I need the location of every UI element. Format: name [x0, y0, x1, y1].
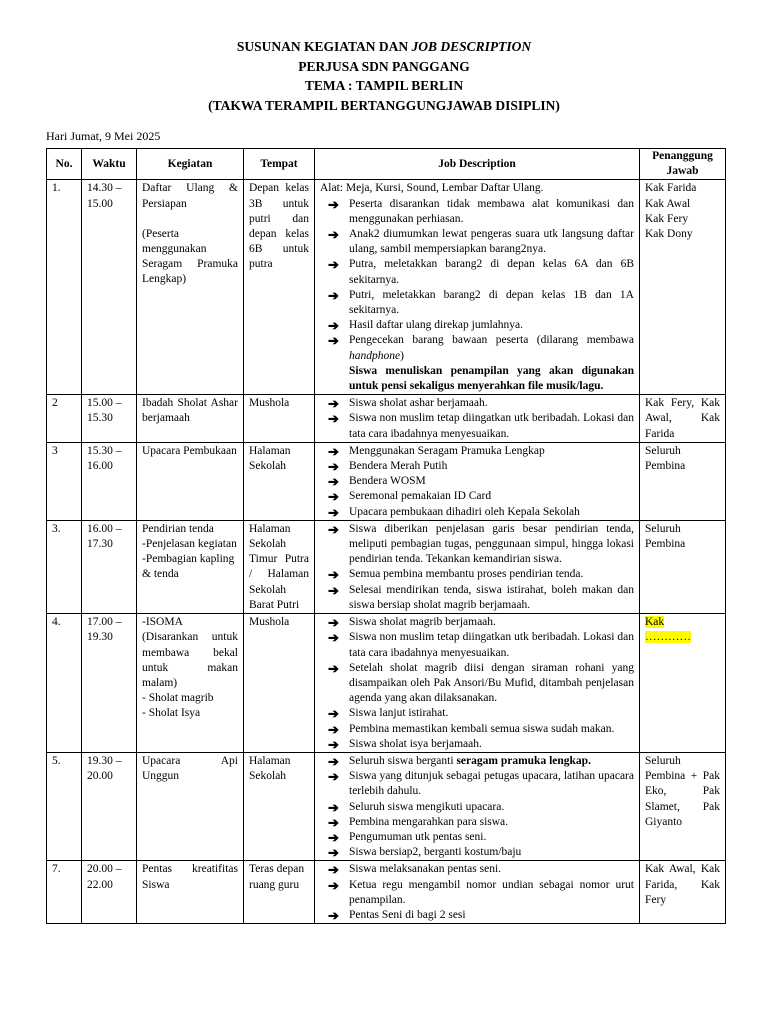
list-item: ➔ Pengumuman utk pentas seni. [328, 829, 487, 845]
cell-pj: Kak Fery, Kak Awal, Kak Farida [640, 395, 726, 443]
cell-job-description [315, 180, 640, 395]
list-item: ➔ Pembina memastikan kembali semua siswa sudah makan. [328, 721, 615, 737]
event-date: Hari Jumat, 9 Mei 2025 [46, 129, 161, 143]
title-line-1: SUSUNAN KEGIATAN DAN JOB DESCRIPTION [236, 39, 532, 54]
arrow-right-icon: ➔ [328, 721, 339, 737]
cell-tempat: Halaman Sekolah Timur Putra / Halaman Sekolah Barat Putri [244, 520, 315, 613]
table-header-row [47, 149, 726, 180]
list-item: ➔ Siswa non muslim tetap diingatkan utk beribadah. Lokasi dan tata cara ibadahnya menyesuaikan. [328, 411, 634, 440]
arrow-right-icon: ➔ [328, 521, 339, 537]
arrow-right-icon: ➔ [328, 769, 339, 785]
cell-pj: Seluruh Pembina [640, 442, 726, 520]
col-header-pj: Penanggung Jawab [640, 149, 726, 180]
arrow-right-icon: ➔ [328, 443, 339, 459]
arrow-right-icon: ➔ [328, 504, 339, 520]
title-line-3: TEMA : TAMPIL BERLIN [304, 78, 464, 93]
list-item: ➔ Siswa lanjut istirahat. [328, 706, 449, 722]
table-row [47, 442, 726, 520]
table-row [47, 614, 726, 753]
list-item: ➔ Siswa diberikan penjelasan garis besar pendirian tenda, meliputi pembagian tugas, penggunaan simpul, hingga lokasi pendirian tenda. Tekankan kemandirian siswa. [328, 521, 634, 566]
cell-waktu: 20.00 – 22.00 [82, 861, 137, 924]
arrow-right-icon: ➔ [328, 489, 339, 505]
cell-kegiatan: Ibadah Sholat Ashar berjamaah [137, 395, 244, 443]
cell-no: 3. [47, 520, 82, 613]
arrow-right-icon: ➔ [328, 630, 339, 646]
cell-job-description [315, 520, 640, 613]
arrow-right-icon: ➔ [328, 615, 339, 631]
list-item: ➔ Siswa yang ditunjuk sebagai petugas upacara, latihan upacara terlebih dahulu. [328, 769, 634, 798]
table-row [47, 752, 726, 860]
cell-job-description [315, 752, 640, 860]
col-header-kegiatan: Kegiatan [137, 149, 244, 180]
cell-waktu: 16.00 – 17.30 [82, 520, 137, 613]
col-header-waktu: Waktu [82, 149, 137, 180]
cell-kegiatan: Pendirian tenda -Penjelasan kegiatan -Pembagian kapling & tenda [137, 520, 244, 613]
list-item: ➔ Setelah sholat magrib diisi dengan siraman rohani yang disampaikan oleh Pak Ansori/Bu Mufid, ditambah penjelasan agenda yang akan dilaksanakan. [328, 660, 634, 705]
col-header-tempat: Tempat [244, 149, 315, 180]
cell-pj: Seluruh Pembina [640, 520, 726, 613]
list-item: ➔ Siswa sholat isya berjamaah. [328, 736, 482, 752]
table-row [47, 180, 726, 395]
cell-job-description [315, 614, 640, 753]
cell-kegiatan: Upacara Pembukaan [137, 442, 244, 520]
list-item: ➔ Siswa melaksanakan pentas seni. [328, 862, 502, 878]
list-item: ➔ Siswa sholat magrib berjamaah. [328, 615, 496, 631]
equipment-note: Alat: Meja, Kursi, Sound, Lembar Daftar Ulang. [320, 182, 544, 195]
arrow-right-icon: ➔ [328, 736, 339, 752]
list-item: ➔ Putra, meletakkan barang2 di depan kelas 6A dan 6B sekitarnya. [328, 257, 634, 286]
arrow-right-icon: ➔ [328, 829, 339, 845]
col-header-job: Job Description [315, 149, 640, 180]
arrow-right-icon: ➔ [328, 862, 339, 878]
arrow-right-icon: ➔ [328, 411, 339, 427]
arrow-right-icon: ➔ [328, 567, 339, 583]
list-item: ➔ Pengecekan barang bawaan peserta (dilarang membawa handphone) [328, 333, 634, 362]
arrow-right-icon: ➔ [328, 582, 339, 598]
cell-pj: Kak Farida Kak Awal Kak Fery Kak Dony [640, 180, 726, 395]
list-item: ➔ Siswa sholat ashar berjamaah. [328, 396, 488, 412]
list-item: ➔ Menggunakan Seragam Pramuka Lengkap [328, 443, 545, 459]
arrow-right-icon: ➔ [328, 753, 339, 769]
cell-tempat: Depan kelas 3B untuk putri dan depan kelas 6B untuk putra [244, 180, 315, 395]
list-item: ➔ Upacara pembukaan dihadiri oleh Kepala Sekolah [328, 504, 580, 520]
cell-waktu: 15.30 – 16.00 [82, 442, 137, 520]
cell-tempat: Halaman Sekolah [244, 442, 315, 520]
list-item: ➔ Pembina mengarahkan para siswa. [328, 814, 509, 830]
list-item: ➔ Pentas Seni di bagi 2 sesi [328, 907, 466, 923]
arrow-right-icon: ➔ [328, 877, 339, 893]
cell-pj [640, 614, 726, 753]
cell-kegiatan: Pentas kreatifitas Siswa [137, 861, 244, 924]
cell-kegiatan: -ISOMA (Disarankan untuk membawa bekal untuk makan malam) - Sholat magrib - Sholat Isya [137, 614, 244, 753]
list-item: ➔ Anak2 diumumkan lewat pengeras suara utk langsung daftar ulang, sambil mempersiapkan barang2nya. [328, 227, 634, 256]
col-header-no: No. [47, 149, 82, 180]
cell-waktu: 14.30 – 15.00 [82, 180, 137, 395]
cell-waktu: 15.00 – 15.30 [82, 395, 137, 443]
arrow-right-icon: ➔ [328, 459, 339, 475]
arrow-right-icon: ➔ [328, 706, 339, 722]
cell-tempat: Mushola [244, 395, 315, 443]
cell-no: 2 [47, 395, 82, 443]
cell-no: 3 [47, 442, 82, 520]
arrow-right-icon: ➔ [328, 660, 339, 676]
schedule-table [46, 148, 726, 924]
cell-waktu: 19.30 – 20.00 [82, 752, 137, 860]
arrow-right-icon: ➔ [328, 318, 339, 334]
arrow-right-icon: ➔ [328, 196, 339, 212]
cell-no: 4. [47, 614, 82, 753]
arrow-right-icon: ➔ [328, 845, 339, 861]
title-line-2: PERJUSA SDN PANGGANG [298, 58, 470, 74]
list-item: ➔ Bendera Merah Putih [328, 459, 448, 475]
list-item: ➔ Semua pembina membantu proses pendirian tenda. [328, 567, 584, 583]
table-row [47, 861, 726, 924]
list-item: ➔ Seluruh siswa mengikuti upacara. [328, 799, 505, 815]
title-line-4: (TAKWA TERAMPIL BERTANGGUNGJAWAB DISIPLIN) [208, 97, 560, 113]
cell-tempat: Teras depan ruang guru [244, 861, 315, 924]
cell-no: 7. [47, 861, 82, 924]
cell-no: 1. [47, 180, 82, 395]
arrow-right-icon: ➔ [328, 227, 339, 243]
list-item: ➔ Seluruh siswa berganti seragam pramuka lengkap. [328, 753, 591, 769]
arrow-right-icon: ➔ [328, 907, 339, 923]
cell-kegiatan: Daftar Ulang & Persiapan (Peserta menggunakan Seragam Pramuka Lengkap) [137, 180, 244, 395]
cell-no: 5. [47, 752, 82, 860]
document-header [0, 37, 768, 115]
cell-tempat: Halaman Sekolah [244, 752, 315, 860]
highlighted-pj: Kak [645, 616, 665, 629]
list-item: ➔ Peserta disarankan tidak membawa alat komunikasi dan menggunakan perhiasan. [328, 196, 634, 225]
bold-note: Siswa menuliskan penampilan yang akan digunakan untuk pensi sekaligus menyerahkan file musik/lagu. [349, 364, 634, 393]
cell-job-description [315, 861, 640, 924]
cell-pj: Seluruh Pembina + Pak Eko, Pak Slamet, Pak Giyanto [640, 752, 726, 860]
arrow-right-icon: ➔ [328, 799, 339, 815]
cell-kegiatan: Upacara Api Unggun [137, 752, 244, 860]
list-item: ➔ Putri, meletakkan barang2 di depan kelas 1B dan 1A sekitarnya. [328, 287, 634, 317]
list-item: ➔ Bendera WOSM [328, 474, 426, 490]
table-row [47, 395, 726, 443]
cell-job-description [315, 442, 640, 520]
arrow-right-icon: ➔ [328, 396, 339, 412]
list-item: ➔ Siswa non muslim tetap diingatkan utk beribadah. Lokasi dan tata cara ibadahnya menyesuaikan. [328, 630, 634, 659]
arrow-right-icon: ➔ [328, 257, 339, 273]
list-item: ➔ Selesai mendirikan tenda, siswa istirahat, boleh makan dan siswa bersiap sholat magrib berjamaah. [328, 582, 634, 611]
arrow-right-icon: ➔ [328, 474, 339, 490]
arrow-right-icon: ➔ [328, 333, 339, 349]
cell-pj: Kak Awal, Kak Farida, Kak Fery [640, 861, 726, 924]
cell-job-description [315, 395, 640, 443]
arrow-right-icon: ➔ [328, 814, 339, 830]
list-item: ➔ Siswa bersiap2, berganti kostum/baju [328, 845, 522, 861]
list-item: ➔ Hasil daftar ulang direkap jumlahnya. [328, 318, 524, 334]
highlighted-pj-placeholder: ………… [645, 631, 691, 644]
table-row [47, 520, 726, 613]
list-item: ➔ Seremonal pemakaian ID Card [328, 489, 492, 505]
cell-tempat: Mushola [244, 614, 315, 753]
cell-waktu: 17.00 – 19.30 [82, 614, 137, 753]
list-item: ➔ Ketua regu mengambil nomor undian sebagai nomor urut penampilan. [328, 877, 634, 906]
arrow-right-icon: ➔ [328, 287, 339, 303]
